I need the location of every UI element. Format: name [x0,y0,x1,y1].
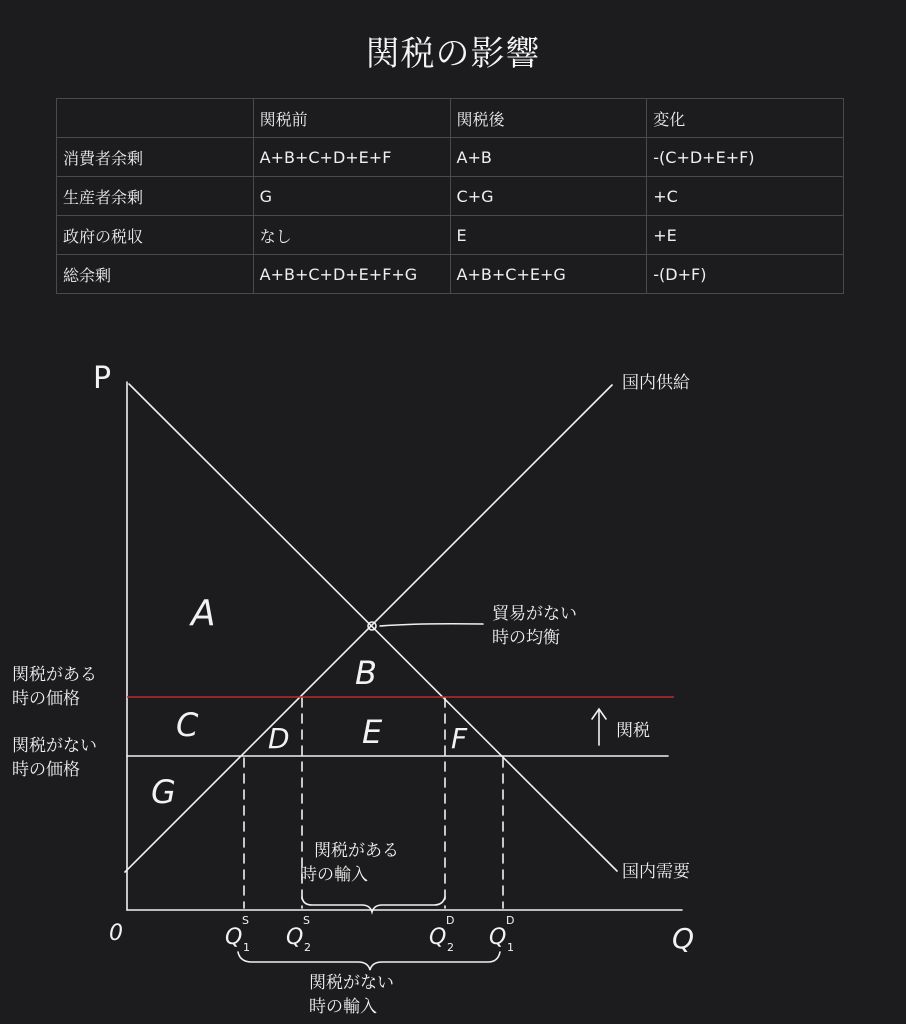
q1s-base: Q [225,925,243,950]
area-d-label: D [268,722,290,755]
price-without-tariff-label-line1: 関税がない [12,736,97,756]
table-cell: E [450,216,647,255]
q1s-sub: 1 [243,941,250,954]
equilibrium-label-line2: 時の均衡 [492,628,560,648]
q1d-sup: D [506,914,515,927]
q2d-sup: D [446,914,455,927]
table-header-cell: 変化 [647,99,844,138]
import-without-tariff-label-line2: 時の輸入 [309,997,377,1017]
area-g-label: G [151,773,176,811]
q2s-sub: 2 [304,941,311,954]
supply-curve-label: 国内供給 [622,373,690,393]
equilibrium-label-line1: 貿易がない [492,604,577,624]
page-title: 関税の影響 [365,34,541,74]
q1d-label [489,914,514,954]
demand-curve-label: 国内需要 [622,862,690,882]
import-without-tariff-label-line1: 関税がない [309,973,394,993]
import-with-tariff-label-line2: 時の輸入 [300,865,368,885]
area-f-label: F [451,722,468,755]
price-without-tariff-label-line2: 時の価格 [12,760,80,780]
table-cell: A+B [450,138,647,177]
q1s-label [225,914,250,954]
q2s-base: Q [286,925,304,950]
table-cell: 消費者余剰 [57,138,254,177]
table-cell: 政府の税収 [57,216,254,255]
table-cell: G [253,177,450,216]
equilibrium-pointer-line [380,624,483,626]
origin-label: 0 [109,921,123,946]
import-with-tariff-label-line1: 関税がある [314,841,399,861]
area-a-label: A [191,593,216,634]
table-header-cell: 関税前 [253,99,450,138]
tariff-label: 関税 [616,721,650,741]
q-axis-label: Q [672,922,695,955]
area-c-label: C [176,706,199,744]
table-cell: A+B+C+E+G [450,255,647,294]
area-e-label: E [362,713,383,751]
q2d-label [429,914,454,954]
q2d-base: Q [429,925,447,950]
table-cell: +C [647,177,844,216]
table-cell: 総余剰 [57,255,254,294]
table-header-cell: 関税後 [450,99,647,138]
q1d-sub: 1 [507,941,514,954]
q2s-sup: S [303,914,310,927]
price-with-tariff-label-line1: 関税がある [12,665,97,685]
table-cell: +E [647,216,844,255]
table-cell: -(C+D+E+F) [647,138,844,177]
area-b-label: B [355,654,377,692]
q2s-label [286,914,311,954]
price-with-tariff-label-line2: 時の価格 [12,689,80,709]
table-cell: -(D+F) [647,255,844,294]
q2d-sub: 2 [447,941,454,954]
table-cell: A+B+C+D+E+F+G [253,255,450,294]
table-cell: 生産者余剰 [57,177,254,216]
p-axis-label: P [93,361,112,396]
table-cell: A+B+C+D+E+F [253,138,450,177]
table-cell: C+G [450,177,647,216]
brace-imports-without-tariff [238,952,500,970]
table-cell: なし [253,216,450,255]
q1d-base: Q [489,925,507,950]
q1s-sup: S [242,914,249,927]
